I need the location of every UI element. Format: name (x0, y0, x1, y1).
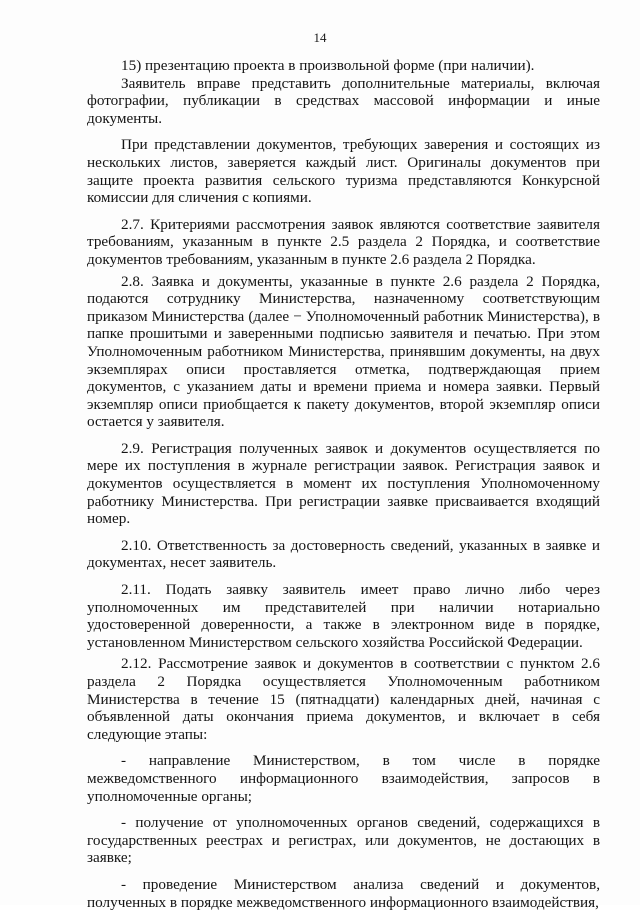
paragraph-additional-materials: Заявитель вправе представить дополнительные материалы, включая фотографии, публикации в средствах массовой информации и иные документы. (87, 74, 600, 127)
paragraph-2-12: 2.12. Рассмотрение заявок и документов в соответствии с пунктом 2.6 раздела 2 Порядка осуществляется Уполномоченным работником Министерства в течение 15 (пятнадцати) календарных дней, начиная с объявленной даты окончания приема документов, и включает в себя следующие этапы: (87, 655, 600, 743)
list-item-requests: - направление Министерством, в том числе в порядке межведомственного информационного взаимодействия, запросов в уполномоченные органы; (87, 752, 600, 805)
paragraph-certification: При представлении документов, требующих заверения и состоящих из нескольких листов, заверяется каждый лист. Оригиналы документов при защите проекта развития сельского туризма представляются Конкурсной комиссии для сличения с копиями. (87, 136, 600, 207)
paragraph-2-9: 2.9. Регистрация полученных заявок и документов осуществляется по мере их поступления в журнале регистрации заявок. Регистрация заявок и документов осуществляется в момент их поступления Уполномоченному работнику Министерства. При регистрации заявке присваивается входящий номер. (87, 439, 600, 528)
paragraph-2-8: 2.8. Заявка и документы, указанные в пункте 2.6 раздела 2 Порядка, подаются сотруднику Министерства, назначенному соответствующим приказом Министерства (далее − Уполномоченный работник Министерства), в папке прошитыми и заверенными подписью заявителя и печатью. При этом Уполномоченным работником Министерства, принявшим документы, на двух экземплярах описи проставляется отметка, подтверждающая прием документов, с указанием даты и времени приема и номера заявки. Первый экземпляр описи приобщается к пакету документов, второй экземпляр описи остается у заявителя. (87, 272, 600, 431)
list-item-analysis: - проведение Министерством анализа сведений и документов, полученных в порядке межведомственного информационного взаимодействия, (87, 875, 600, 911)
document-body (87, 57, 600, 911)
paragraph-2-7: 2.7. Критериями рассмотрения заявок являются соответствие заявителя требованиям, указанным в пункте 2.5 раздела 2 Порядка, и соответствие документов требованиям, указанным в пункте 2.6 раздела 2 Порядка. (87, 215, 600, 268)
paragraph-2-11: 2.11. Подать заявку заявитель имеет право лично либо через уполномоченных им представителей при наличии нотариально удостоверенной доверенности, а также в электронном виде в порядке, установленном Министерством сельского хозяйства Российской Федерации. (87, 581, 600, 651)
paragraph-item-15: 15) презентацию проекта в произвольной форме (при наличии). (121, 57, 535, 74)
paragraph-2-10: 2.10. Ответственность за достоверность сведений, указанных в заявке и документах, несет заявитель. (87, 536, 600, 572)
page-number: 14 (313, 30, 327, 45)
list-item-receiving: - получение от уполномоченных органов сведений, содержащихся в государственных реестрах и регистрах, или документов, не достающих в заявке; (87, 814, 600, 867)
